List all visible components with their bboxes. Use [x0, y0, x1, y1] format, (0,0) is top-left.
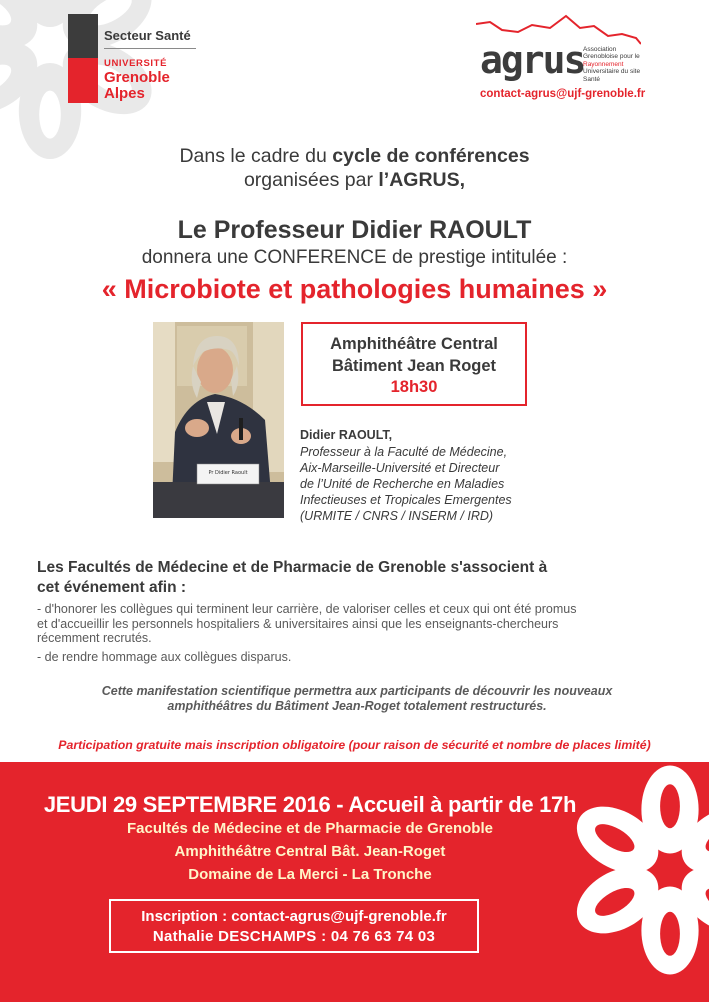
bio-line: Aix-Marseille-Université et Directeur — [300, 461, 500, 475]
event-date: JEUDI 29 SEPTEMBRE 2016 - Accueil à partir de 17h — [43, 792, 577, 817]
agrus-email-link[interactable]: contact-agrus@ujf-grenoble.fr — [480, 88, 646, 100]
bio-name: Didier RAOULT, — [300, 428, 393, 442]
speaker-title: Le Professeur Didier RAOULT — [177, 216, 532, 244]
facultes-bullet-1: - d'honorer les collègues qui terminent leur carrière, de valoriser celles et ceux qui ont été promus et d'accueillir les personnels hospitaliers & universitaires ainsi que les enseignants-chercheurs récemment recrutés. — [37, 602, 577, 645]
inscription-box — [109, 899, 479, 953]
university-name-line2: Alpes — [104, 85, 145, 102]
venue-box — [301, 322, 527, 406]
facultes-bullet-2: - de rendre hommage aux collègues disparus. — [37, 650, 292, 664]
contact-phone: Nathalie DESCHAMPS : 04 76 63 74 03 — [152, 928, 436, 945]
address-line: Facultés de Médecine et de Pharmacie de Grenoble — [127, 820, 493, 837]
logo-divider — [104, 48, 196, 49]
participation-notice: Participation gratuite mais inscription obligatoire (pour raison de sécurité et nombre de places limité) — [58, 738, 651, 752]
bio-line: de l’Unité de Recherche en Maladies — [300, 477, 505, 491]
nameplate-text: Pr Didier Raoult — [208, 470, 248, 476]
bio-line: Infectieuses et Tropicales Emergentes — [300, 493, 512, 507]
facultes-title: Les Facultés de Médecine et de Pharmacie de Grenoble s'associent à cet événement afin : — [37, 559, 548, 596]
conference-title: « Microbiote et pathologies humaines » — [101, 274, 608, 304]
intro-text: Dans le cadre du cycle de conférences organisées par l’AGRUS, — [179, 145, 530, 191]
agrus-association-text: Association Grenobloise pour le Rayonnement Universitaire du site Santé — [583, 46, 641, 83]
address-line: Domaine de La Merci - La Tronche — [188, 866, 432, 883]
sector-label: Secteur Santé — [104, 28, 191, 43]
uga-logo-bar-dark — [68, 14, 98, 58]
bio-line: (URMITE / CNRS / INSERM / IRD) — [300, 509, 494, 523]
university-name-line1: Grenoble — [104, 69, 170, 86]
venue-time: 18h30 — [390, 378, 438, 396]
conference-announcement: donnera une CONFERENCE de prestige intitulée : — [141, 247, 568, 268]
venue-line2: Bâtiment Jean Roget — [331, 357, 497, 375]
venue-line1: Amphithéâtre Central — [330, 335, 498, 353]
agrus-logo: agrus — [480, 38, 585, 82]
address-line: Amphithéâtre Central Bât. Jean-Roget — [174, 843, 446, 860]
bio-line: Professeur à la Faculté de Médecine, — [300, 445, 508, 459]
inscription-email[interactable]: Inscription : contact-agrus@ujf-grenoble.fr — [141, 908, 447, 925]
university-label: UNIVERSITÉ — [104, 58, 168, 69]
manifestation-text: Cette manifestation scientifique permettra aux participants de découvrir les nouveaux amphithéâtres du Bâtiment Jean-Roget totalement restructurés. — [101, 684, 613, 713]
speaker-photo — [153, 322, 284, 518]
uga-logo-bar-red — [68, 58, 98, 103]
